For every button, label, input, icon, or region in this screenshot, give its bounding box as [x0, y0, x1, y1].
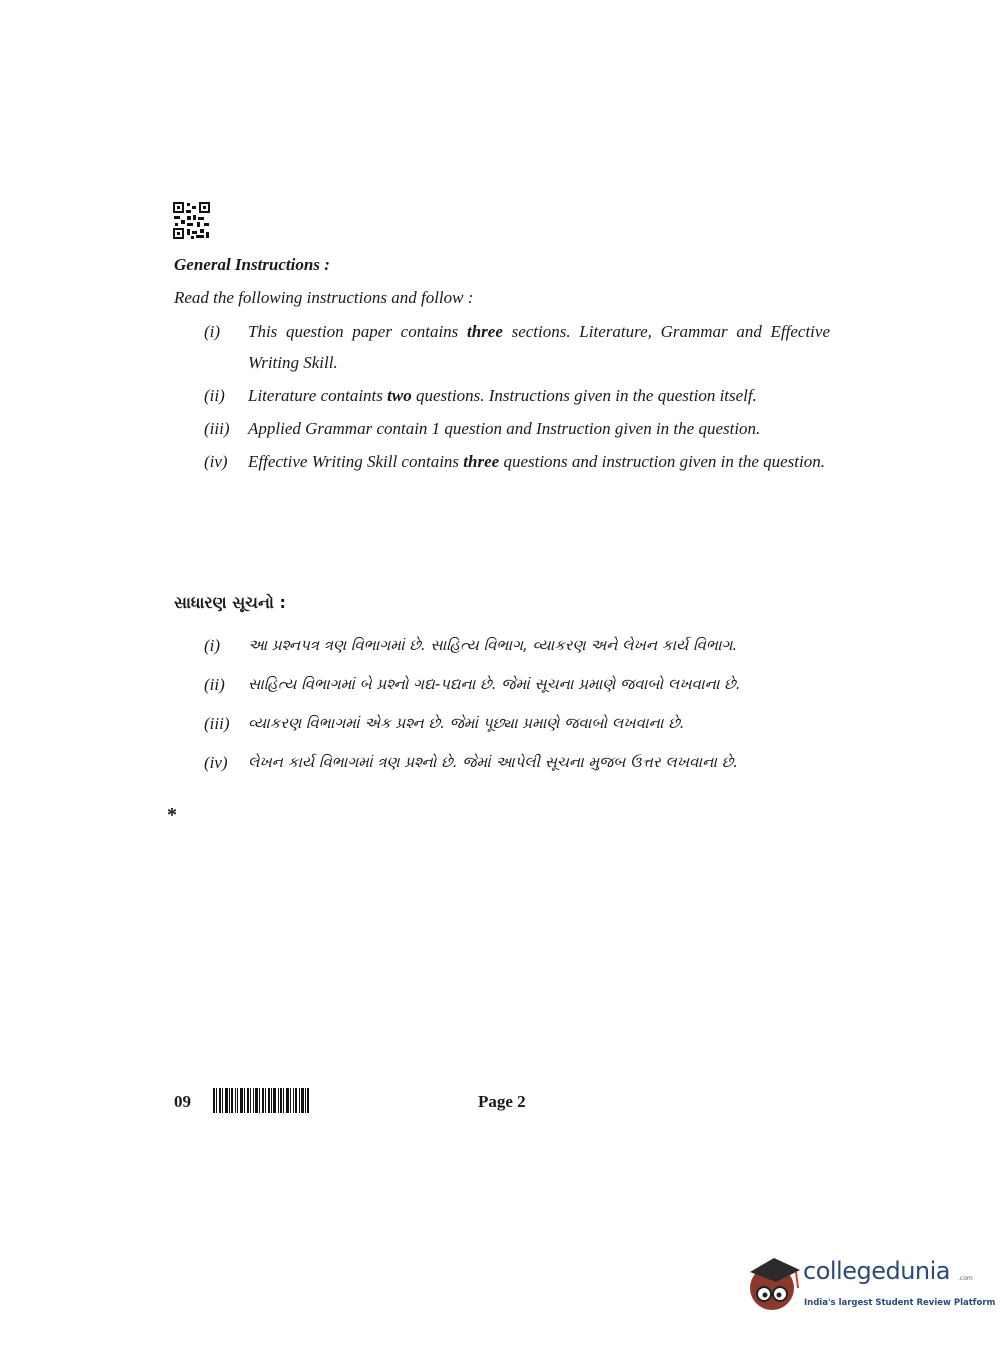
- logo-name: collegedunia: [803, 1257, 951, 1285]
- instruction-item: [204, 316, 830, 378]
- instruction-item: [204, 380, 830, 411]
- gujarati-instruction-item: [204, 743, 830, 782]
- english-instruction-list: [204, 316, 830, 479]
- emphasis: three: [463, 452, 500, 471]
- instruction-item: [204, 446, 830, 477]
- paper-code: 09: [174, 1092, 191, 1111]
- page-number: Page 2: [478, 1092, 526, 1111]
- emphasis: three: [466, 322, 503, 341]
- item-text: સાહિત્ય વિભાગમાં બે પ્રશ્નો ગદ્ય-પદ્યના છે. જેમાં સૂચના પ્રમાણે જવાબો લખવાના છે.: [248, 675, 741, 693]
- qr-code: [173, 202, 210, 239]
- item-number: (iii): [204, 419, 230, 438]
- barcode: [213, 1088, 309, 1113]
- item-number: (ii): [204, 675, 225, 694]
- item-text: This question paper contains three sections. Literature, Grammar and Effective Writing Skill.: [248, 322, 830, 372]
- gujarati-instructions-heading: સાધારણ સૂચનો :: [174, 593, 286, 612]
- item-number: (iv): [204, 753, 228, 772]
- logo-domain: .com: [958, 1275, 973, 1282]
- item-number: (iii): [204, 714, 230, 733]
- item-text: Effective Writing Skill contains three questions and instruction given in the question.: [248, 452, 825, 471]
- gujarati-instruction-item: [204, 665, 830, 704]
- gujarati-instruction-item: [204, 626, 830, 665]
- asterisk-mark: *: [167, 804, 177, 826]
- item-text: વ્યાકરણ વિભાગમાં એક પ્રશ્ન છે. જેમાં પૂછ્યા પ્રમાણે જવાબો લખવાના છે.: [248, 714, 685, 732]
- item-text: Literature containts two questions. Instructions given in the question itself.: [248, 386, 757, 405]
- general-instructions-heading: General Instructions :: [174, 255, 330, 274]
- item-text: Applied Grammar contain 1 question and Instruction given in the question.: [248, 419, 761, 438]
- instruction-item: [204, 413, 830, 444]
- instructions-intro: Read the following instructions and follow :: [174, 288, 474, 307]
- logo-tagline: India's largest Student Review Platform: [804, 1298, 996, 1308]
- gujarati-instruction-item: [204, 704, 830, 743]
- item-number: (ii): [204, 386, 225, 405]
- item-text: લેખન કાર્ય વિભાગમાં ત્રણ પ્રશ્નો છે. જેમાં આપેલી સૂચના મુજબ ઉત્તર લખવાના છે.: [248, 753, 739, 771]
- gujarati-instruction-list: [204, 626, 830, 782]
- emphasis: two: [387, 386, 412, 405]
- item-text: આ પ્રશ્નપત્ર ત્રણ વિભાગમાં છે. સાહિત્ય વિભાગ, વ્યાકરણ અને લેખન કાર્ય વિભાગ.: [248, 636, 738, 654]
- item-number: (iv): [204, 452, 228, 471]
- item-number: (i): [204, 636, 221, 655]
- item-number: (i): [204, 322, 221, 341]
